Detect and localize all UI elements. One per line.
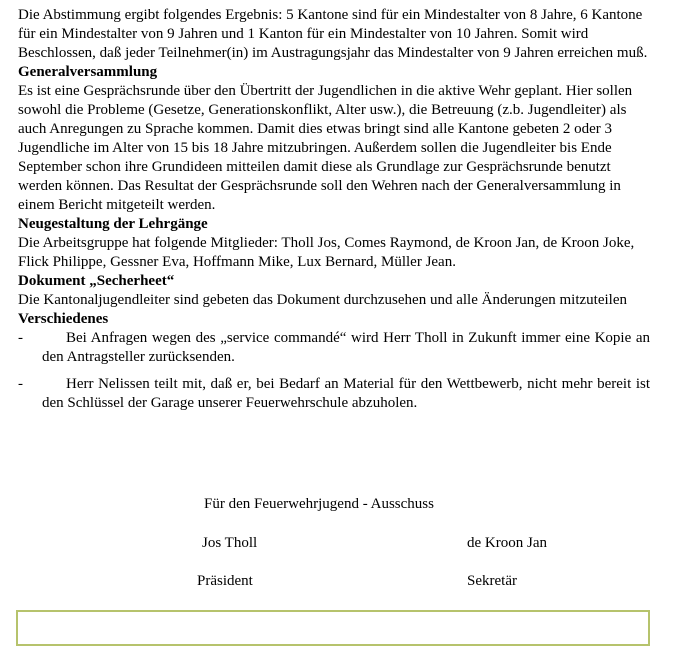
intro-paragraph: Die Abstimmung ergibt folgendes Ergebnis: 5 Kantone sind für ein Mindestalter von 8 Jahre, 6 Kantone für ein Mindestalter von 9 Jahren und 1 Kanton für ein Mindestalter von 10 Jahren. Somit wird Beschlossen, daß jeder Teilnehmer(in) im Austragungsjahr das Mindestalter von 9 Jahren erreichen muß. — [18, 7, 648, 61]
bullet-text: Herr Nelissen teilt mit, daß er, bei Bedarf an Material für den Wettbewerb, nicht mehr bereit ist den Schlüssel der Garage unserer Feuerwehrschule abzuholen. — [42, 376, 650, 411]
list-item — [18, 329, 650, 367]
heading-neugestaltung-lehrgaenge: Neugestaltung der Lehrgänge — [18, 216, 208, 232]
signature-left-name: Jos Tholl — [202, 535, 258, 551]
bullet-dash: - — [18, 330, 23, 346]
footer-frame — [16, 610, 650, 646]
signature-right-name: de Kroon Jan — [467, 535, 547, 551]
signature-heading: Für den Feuerwehrjugend - Ausschuss — [204, 496, 434, 512]
heading-verschiedenes: Verschiedenes — [18, 311, 109, 327]
paragraph-generalversammlung: Es ist eine Gesprächsrunde über den Übertritt der Jugendlichen in die aktive Wehr geplant. Hier sollen sowohl die Probleme (Gesetze, Generationskonflikt, Alter usw.), die Betreuung (z.b. Jugendleiter) als auch Anregungen zu Sprache kommen. Damit dies etwas bringt sind alle Kantone gebeten 2 oder 3 Jugendliche im Alter von 15 bis 18 Jahre mitzubringen. Außerdem sollen die Jugendleiter bis Ende September schon ihre Grundideen mitteilen damit diese als Grundlage zur Gesprächsrunde benutzt werden können. Das Resultat der Gesprächsrunde soll den Wehren nach der Generalversammlung in einem Bericht mitgeteilt werden. — [18, 83, 633, 213]
heading-generalversammlung: Generalversammlung — [18, 64, 158, 80]
bullet-dash: - — [18, 376, 23, 392]
heading-dokument-secherheet: Dokument „Secherheet“ — [18, 273, 175, 289]
signature-right-role: Sekretär — [467, 573, 517, 589]
signature-left-role: Präsident — [197, 573, 253, 589]
list-item — [18, 375, 650, 413]
bullet-text: Bei Anfragen wegen des „service commandé“ wird Herr Tholl in Zukunft immer eine Kopie an den Antragsteller zurücksenden. — [42, 330, 650, 365]
paragraph-dokument-secherheet: Die Kantonaljugendleiter sind gebeten das Dokument durchzusehen und alle Änderungen mitzuteilen — [18, 292, 627, 308]
document-content — [18, 6, 650, 413]
paragraph-neugestaltung-lehrgaenge: Die Arbeitsgruppe hat folgende Mitglieder: Tholl Jos, Comes Raymond, de Kroon Jan, de Kroon Joke, Flick Philippe, Gessner Eva, Hoffmann Mike, Lux Bernard, Müller Jean. — [18, 235, 635, 270]
